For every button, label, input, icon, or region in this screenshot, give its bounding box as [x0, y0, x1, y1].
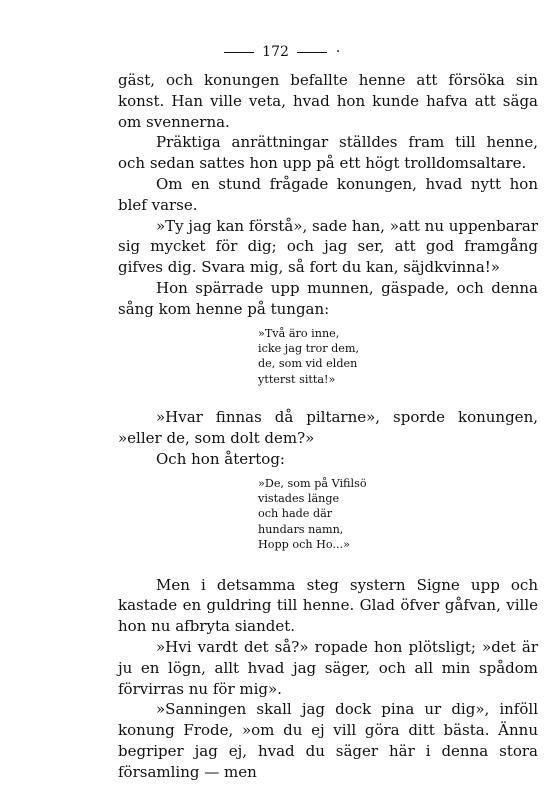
page-number: 172	[262, 44, 289, 60]
verse-line: och hade där	[258, 507, 333, 521]
header-rule-left	[224, 52, 254, 53]
verse-line: de, som vid elden	[258, 357, 358, 371]
verse-line: vistades länge	[258, 491, 340, 505]
verse-stanza-2	[258, 476, 538, 553]
verse-line: »De, som på Vifilsö	[258, 476, 367, 490]
paragraph: Och hon återtog:	[156, 449, 285, 468]
paragraph: Men i detsamma steg systern Signe upp och kastade en guldring till henne. Glad öfver gåfvan, ville hon nu afbryta siandet.	[118, 575, 538, 636]
paragraph: »Hvar finnas då piltarne», sporde konungen, »eller de, som dolt dem?»	[118, 408, 538, 447]
page-header	[0, 44, 560, 60]
paragraph: »Ty jag kan förstå», sade han, »att nu uppenbarar sig mycket för dig; och jag ser, att god framgång gifves dig. Svara mig, så fort du kan, säjdkvinna!»	[118, 216, 538, 277]
verse-line: ytterst sitta!»	[258, 372, 336, 386]
verse-line: »Två äro inne,	[258, 326, 340, 340]
page-body	[118, 70, 538, 783]
header-mark: ·	[335, 44, 341, 60]
paragraph: »Sanningen skall jag dock pina ur dig», inföll konung Frode, »om du ej vill göra ditt bästa. Ännu begriper jag ej, hvad du säger här i denna stora församling — men	[118, 700, 538, 781]
paragraph: Om en stund frågade konungen, hvad nytt hon blef varse.	[118, 174, 538, 214]
paragraph: Präktiga anrättningar ställdes fram till henne, och sedan sattes hon upp på ett högt trolldomsaltare.	[118, 133, 538, 173]
verse-stanza-1	[258, 326, 538, 388]
verse-line: icke jag tror dem,	[258, 341, 360, 355]
header-rule-right	[297, 52, 327, 53]
verse-line: hundars namn,	[258, 522, 344, 536]
verse-line: Hopp och Ho...»	[258, 538, 350, 552]
paragraph: Hon spärrade upp munnen, gäspade, och denna sång kom henne på tungan:	[118, 278, 538, 318]
paragraph: »Hvi vardt det så?» ropade hon plötsligt; »det är ju en lögn, allt hvad jag säger, och all min spådom förvirras nu för mig».	[118, 638, 538, 698]
paragraph: gäst, och konungen befallte henne att försöka sin konst. Han ville veta, hvad hon kunde hafva att säga om svennerna.	[118, 71, 538, 131]
